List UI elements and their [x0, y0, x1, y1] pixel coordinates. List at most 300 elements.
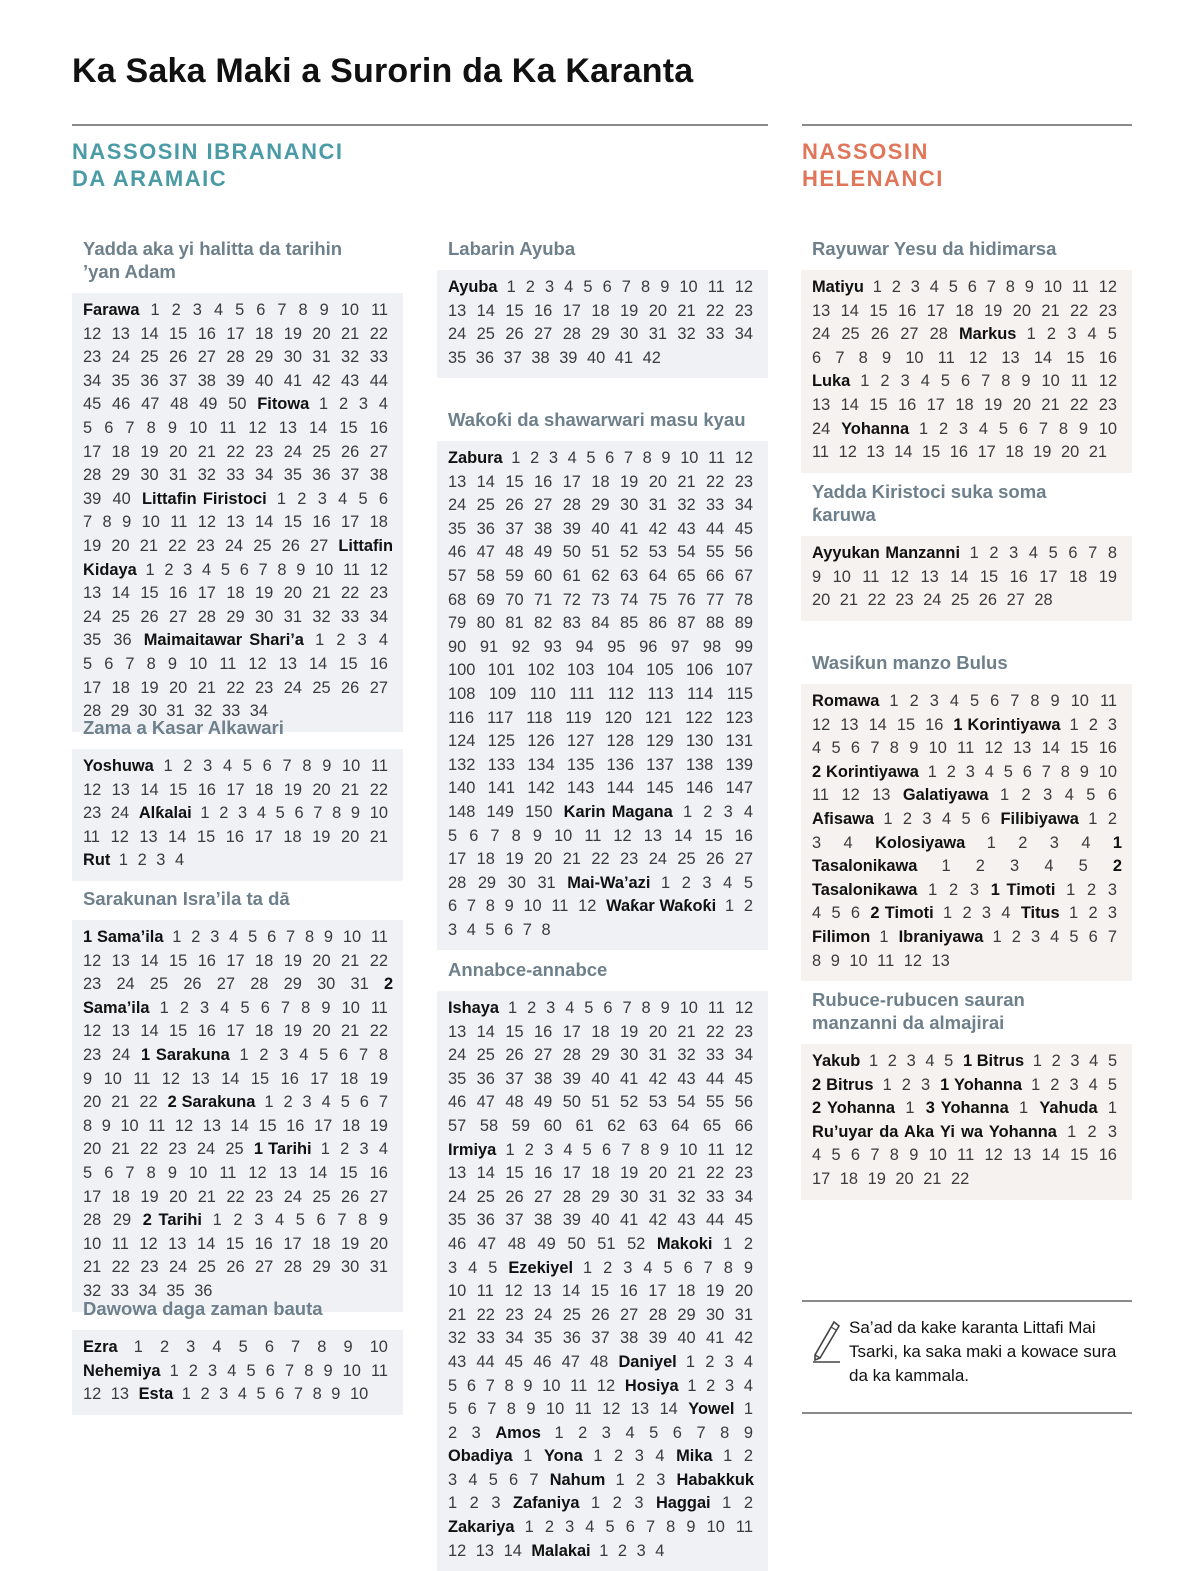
chapter-number[interactable]: 2: [530, 449, 540, 467]
chapter-number[interactable]: 17: [83, 442, 102, 461]
chapter-number[interactable]: 14: [476, 472, 495, 491]
chapter-number[interactable]: 17: [562, 1164, 581, 1183]
chapter-number[interactable]: 47: [476, 543, 495, 562]
chapter-number[interactable]: 6: [256, 301, 266, 319]
chapter-number[interactable]: 31: [537, 873, 556, 892]
chapter-number[interactable]: 3: [317, 489, 327, 508]
chapter-number[interactable]: 30: [620, 1046, 639, 1065]
chapter-number[interactable]: 24: [112, 1045, 131, 1064]
chapter-number[interactable]: 28: [226, 348, 245, 367]
chapter-number[interactable]: 12: [83, 1385, 102, 1404]
chapter-number[interactable]: 39: [648, 1329, 667, 1348]
chapter-number[interactable]: 4: [468, 1470, 478, 1489]
chapter-number[interactable]: 12: [504, 1282, 523, 1301]
chapter-number[interactable]: 6: [603, 999, 613, 1017]
chapter-number[interactable]: 1: [868, 1052, 879, 1070]
chapter-number[interactable]: 10: [189, 1163, 208, 1182]
chapter-number[interactable]: 19: [283, 780, 302, 799]
chapter-number[interactable]: 7: [981, 372, 991, 391]
chapter-number[interactable]: 10: [369, 804, 388, 823]
chapter-number[interactable]: 28: [929, 325, 948, 344]
chapter-number[interactable]: 3: [906, 1052, 916, 1070]
chapter-number[interactable]: 4: [227, 1361, 237, 1380]
chapter-number[interactable]: 12: [139, 1234, 158, 1253]
chapter-number[interactable]: 8: [541, 920, 551, 939]
chapter-number[interactable]: 9: [101, 1116, 111, 1135]
chapter-number[interactable]: 27: [1006, 591, 1025, 610]
chapter-number[interactable]: 51: [591, 1093, 610, 1112]
chapter-number[interactable]: 49: [199, 395, 218, 414]
chapter-number[interactable]: 14: [1033, 348, 1053, 367]
chapter-number[interactable]: 22: [867, 591, 886, 610]
chapter-number[interactable]: 30: [255, 607, 274, 626]
chapter-number[interactable]: 13: [111, 1022, 130, 1041]
chapter-number[interactable]: 16: [925, 715, 944, 734]
chapter-number[interactable]: 7: [284, 1361, 295, 1380]
chapter-number[interactable]: 28: [197, 607, 216, 626]
chapter-number[interactable]: 6: [683, 1258, 693, 1277]
chapter-number[interactable]: 2: [946, 762, 956, 781]
chapter-number[interactable]: 19: [140, 442, 159, 461]
chapter-number[interactable]: 28: [648, 1305, 667, 1324]
chapter-number[interactable]: 63: [639, 1116, 658, 1135]
chapter-number[interactable]: 16: [197, 1022, 216, 1041]
chapter-number[interactable]: 9: [331, 1385, 341, 1404]
chapter-number[interactable]: 17: [1039, 567, 1058, 586]
chapter-number[interactable]: 16: [169, 584, 188, 603]
chapter-number[interactable]: 2: [901, 1075, 911, 1094]
chapter-number[interactable]: 30: [620, 325, 639, 344]
chapter-number[interactable]: 2: [283, 1093, 293, 1112]
chapter-number[interactable]: 17: [926, 395, 945, 414]
chapter-number[interactable]: 19: [140, 1187, 159, 1206]
chapter-number[interactable]: 14: [196, 1234, 216, 1253]
chapter-number[interactable]: 18: [591, 1164, 610, 1183]
chapter-number[interactable]: 117: [487, 708, 514, 727]
chapter-number[interactable]: 127: [566, 732, 595, 751]
chapter-number[interactable]: 24: [111, 348, 130, 367]
chapter-number[interactable]: 46: [448, 543, 467, 562]
chapter-number[interactable]: 1: [661, 873, 671, 892]
chapter-number[interactable]: 34: [734, 325, 753, 344]
chapter-number[interactable]: 15: [250, 1069, 270, 1088]
chapter-number[interactable]: 1: [882, 1075, 892, 1094]
chapter-number[interactable]: 14: [168, 827, 187, 846]
chapter-number[interactable]: 12: [448, 1541, 467, 1560]
chapter-number[interactable]: 29: [110, 702, 130, 721]
chapter-number[interactable]: 4: [1089, 1052, 1099, 1070]
chapter-number[interactable]: 4: [563, 1140, 573, 1159]
chapter-number[interactable]: 6: [1022, 762, 1032, 781]
chapter-number[interactable]: 18: [283, 827, 302, 846]
chapter-number[interactable]: 1: [315, 631, 325, 650]
chapter-number[interactable]: 8: [511, 826, 521, 845]
chapter-number[interactable]: 26: [505, 1046, 524, 1065]
chapter-number[interactable]: 42: [642, 348, 661, 367]
chapter-number[interactable]: 147: [725, 779, 753, 798]
chapter-number[interactable]: 18: [255, 1022, 274, 1041]
chapter-number[interactable]: 2: [1050, 1075, 1060, 1094]
chapter-number[interactable]: 31: [734, 1305, 753, 1324]
chapter-number[interactable]: 18: [111, 442, 130, 461]
chapter-number[interactable]: 1: [163, 757, 173, 775]
chapter-number[interactable]: 14: [140, 1022, 159, 1041]
chapter-number[interactable]: 44: [706, 519, 725, 538]
chapter-number[interactable]: 2: [183, 757, 193, 775]
chapter-number[interactable]: 1: [969, 544, 979, 562]
chapter-number[interactable]: 41: [620, 1069, 639, 1088]
chapter-number[interactable]: 18: [677, 1282, 696, 1301]
chapter-number[interactable]: 12: [903, 951, 922, 970]
chapter-number[interactable]: 86: [648, 614, 667, 633]
chapter-number[interactable]: 100: [448, 661, 476, 680]
chapter-number[interactable]: 1: [554, 1423, 564, 1442]
chapter-number[interactable]: 22: [369, 951, 388, 970]
chapter-number[interactable]: 11: [1099, 692, 1117, 710]
chapter-number[interactable]: 7: [1010, 692, 1020, 710]
chapter-number[interactable]: 20: [734, 1282, 753, 1301]
chapter-number[interactable]: 2: [1051, 1052, 1061, 1070]
chapter-number[interactable]: 4: [466, 920, 476, 939]
chapter-number[interactable]: 20: [895, 1169, 914, 1188]
chapter-number[interactable]: 10: [905, 348, 924, 367]
chapter-number[interactable]: 1: [448, 1494, 458, 1513]
chapter-number[interactable]: 8: [146, 654, 156, 673]
chapter-number[interactable]: 2: [336, 631, 346, 650]
chapter-number[interactable]: 22: [226, 1187, 245, 1206]
chapter-number[interactable]: 67: [734, 566, 753, 585]
chapter-number[interactable]: 40: [591, 1069, 610, 1088]
chapter-number[interactable]: 90: [448, 637, 467, 656]
chapter-number[interactable]: 13: [202, 1116, 221, 1135]
chapter-number[interactable]: 80: [476, 614, 495, 633]
chapter-number[interactable]: 5: [358, 489, 368, 508]
chapter-number[interactable]: 9: [323, 1361, 333, 1380]
chapter-number[interactable]: 13: [226, 513, 245, 532]
chapter-number[interactable]: 22: [1070, 301, 1089, 320]
chapter-number[interactable]: 2: [1087, 880, 1097, 899]
chapter-number[interactable]: 110: [529, 684, 556, 703]
chapter-number[interactable]: 20: [111, 536, 130, 555]
chapter-number[interactable]: 32: [197, 466, 216, 485]
chapter-number[interactable]: 29: [591, 1187, 610, 1206]
chapter-number[interactable]: 4: [949, 692, 959, 710]
chapter-number[interactable]: 13: [110, 1385, 130, 1404]
chapter-number[interactable]: 11: [111, 1234, 129, 1253]
chapter-number[interactable]: 27: [169, 607, 188, 626]
chapter-number[interactable]: 16: [898, 395, 917, 414]
chapter-number[interactable]: 3: [544, 278, 555, 296]
chapter-number[interactable]: 8: [723, 1258, 733, 1277]
chapter-number[interactable]: 15: [169, 951, 188, 970]
chapter-number[interactable]: 5: [1107, 1075, 1117, 1094]
chapter-number[interactable]: 26: [341, 1187, 360, 1206]
chapter-number[interactable]: 24: [83, 607, 102, 626]
chapter-number[interactable]: 1: [1031, 1075, 1041, 1094]
chapter-number[interactable]: 1: [276, 489, 287, 508]
chapter-number[interactable]: 9: [686, 1518, 696, 1537]
chapter-number[interactable]: 9: [909, 1146, 919, 1165]
chapter-number[interactable]: 5: [83, 418, 93, 437]
chapter-number[interactable]: 26: [706, 850, 725, 869]
chapter-number[interactable]: 1: [1026, 325, 1036, 344]
chapter-number[interactable]: 8: [312, 1385, 322, 1404]
chapter-number[interactable]: 2: [171, 301, 181, 319]
chapter-number[interactable]: 3: [544, 1140, 554, 1159]
chapter-number[interactable]: 20: [312, 780, 331, 799]
chapter-number[interactable]: 40: [591, 1211, 610, 1230]
chapter-number[interactable]: 26: [341, 678, 360, 697]
chapter-number[interactable]: 16: [254, 1234, 273, 1253]
chapter-number[interactable]: 32: [194, 702, 213, 721]
chapter-number[interactable]: 37: [169, 371, 188, 390]
chapter-number[interactable]: 34: [734, 496, 753, 515]
chapter-number[interactable]: 13: [630, 1400, 650, 1419]
chapter-number[interactable]: 10: [83, 1234, 102, 1253]
chapter-number[interactable]: 30: [138, 702, 157, 721]
chapter-number[interactable]: 16: [1098, 739, 1117, 758]
chapter-number[interactable]: 4: [1064, 786, 1074, 805]
chapter-number[interactable]: 9: [167, 1163, 177, 1182]
chapter-number[interactable]: 3: [359, 1140, 369, 1159]
chapter-number[interactable]: 11: [371, 301, 389, 319]
chapter-number[interactable]: 33: [706, 325, 725, 344]
chapter-number[interactable]: 123: [725, 708, 753, 727]
chapter-number[interactable]: 12: [812, 715, 831, 734]
chapter-number[interactable]: 38: [531, 348, 550, 367]
chapter-number[interactable]: 3: [623, 1258, 633, 1277]
chapter-number[interactable]: 33: [110, 1281, 130, 1300]
chapter-number[interactable]: 2: [525, 278, 535, 296]
chapter-number[interactable]: 7: [83, 513, 93, 532]
chapter-number[interactable]: 23: [83, 1045, 102, 1064]
chapter-number[interactable]: 11: [1070, 372, 1088, 391]
chapter-number[interactable]: 130: [685, 732, 714, 751]
chapter-number[interactable]: 5: [663, 1258, 673, 1277]
chapter-number[interactable]: 37: [341, 466, 360, 485]
chapter-number[interactable]: 8: [640, 1140, 650, 1159]
chapter-number[interactable]: 146: [685, 779, 714, 798]
chapter-number[interactable]: 8: [641, 999, 651, 1017]
chapter-number[interactable]: 12: [602, 1400, 621, 1419]
chapter-number[interactable]: 15: [704, 826, 723, 845]
chapter-number[interactable]: 39: [83, 489, 102, 508]
chapter-number[interactable]: 6: [260, 998, 270, 1017]
chapter-number[interactable]: 11: [937, 348, 955, 367]
chapter-number[interactable]: 72: [562, 590, 581, 609]
chapter-number[interactable]: 30: [620, 496, 639, 515]
chapter-number[interactable]: 14: [309, 1163, 328, 1182]
chapter-number[interactable]: 25: [253, 536, 272, 555]
chapter-number[interactable]: 9: [1050, 692, 1060, 710]
chapter-number[interactable]: 1: [615, 1470, 625, 1489]
chapter-number[interactable]: 2: [614, 1447, 624, 1466]
chapter-number[interactable]: 20: [340, 827, 360, 846]
chapter-number[interactable]: 132: [448, 755, 476, 774]
chapter-number[interactable]: 36: [312, 466, 331, 485]
chapter-number[interactable]: 3: [702, 873, 712, 892]
chapter-number[interactable]: 5: [83, 1163, 93, 1182]
chapter-number[interactable]: 7: [1107, 927, 1117, 946]
chapter-number[interactable]: 44: [706, 1211, 725, 1230]
chapter-number[interactable]: 19: [620, 1164, 639, 1183]
chapter-number[interactable]: 17: [83, 1187, 102, 1206]
chapter-number[interactable]: 12: [734, 449, 753, 467]
chapter-number[interactable]: 5: [1086, 786, 1096, 805]
chapter-number[interactable]: 35: [448, 1211, 467, 1230]
chapter-number[interactable]: 1: [682, 802, 693, 821]
chapter-number[interactable]: 11: [476, 1282, 494, 1301]
chapter-number[interactable]: 24: [283, 678, 302, 697]
chapter-number[interactable]: 2: [603, 1258, 613, 1277]
chapter-number[interactable]: 19: [283, 1022, 302, 1041]
chapter-number[interactable]: 88: [706, 614, 725, 633]
chapter-number[interactable]: 10: [679, 278, 698, 296]
chapter-number[interactable]: 25: [312, 678, 331, 697]
chapter-number[interactable]: 17: [562, 1022, 581, 1041]
chapter-number[interactable]: 47: [561, 1352, 580, 1371]
chapter-number[interactable]: 5: [1069, 927, 1079, 946]
chapter-number[interactable]: 13: [111, 951, 130, 970]
chapter-number[interactable]: 2: [297, 489, 307, 508]
chapter-number[interactable]: 8: [812, 951, 822, 970]
chapter-number[interactable]: 7: [1088, 544, 1098, 562]
chapter-number[interactable]: 8: [1058, 419, 1068, 438]
chapter-number[interactable]: 8: [506, 1400, 516, 1419]
chapter-number[interactable]: 2: [1046, 325, 1057, 344]
chapter-number[interactable]: 5: [1003, 762, 1013, 781]
chapter-number[interactable]: 18: [1069, 567, 1088, 586]
chapter-number[interactable]: 13: [931, 951, 950, 970]
chapter-number[interactable]: 42: [648, 1211, 667, 1230]
chapter-number[interactable]: 4: [941, 809, 952, 828]
chapter-number[interactable]: 3: [969, 880, 979, 899]
chapter-number[interactable]: 15: [505, 1164, 524, 1183]
chapter-number[interactable]: 15: [169, 324, 188, 343]
chapter-number[interactable]: 6: [359, 1093, 369, 1112]
chapter-number[interactable]: 102: [527, 661, 555, 680]
chapter-number[interactable]: 29: [283, 975, 302, 994]
chapter-number[interactable]: 22: [1070, 395, 1089, 414]
chapter-number[interactable]: 8: [1060, 762, 1070, 781]
chapter-number[interactable]: 40: [112, 489, 131, 508]
chapter-number[interactable]: 40: [591, 519, 610, 538]
chapter-number[interactable]: 21: [341, 780, 360, 799]
chapter-number[interactable]: 27: [534, 325, 553, 344]
chapter-number[interactable]: 56: [734, 1093, 753, 1112]
chapter-number[interactable]: 4: [567, 449, 577, 467]
chapter-number[interactable]: 118: [526, 708, 553, 727]
chapter-number[interactable]: 7: [487, 1400, 497, 1419]
chapter-number[interactable]: 22: [139, 1093, 158, 1112]
chapter-number[interactable]: 1: [506, 278, 516, 296]
chapter-number[interactable]: 23: [196, 536, 215, 555]
chapter-number[interactable]: 16: [197, 951, 216, 970]
chapter-number[interactable]: 126: [527, 732, 555, 751]
chapter-number[interactable]: 2: [219, 804, 229, 823]
chapter-number[interactable]: 8: [317, 1338, 327, 1356]
chapter-number[interactable]: 20: [312, 324, 331, 343]
chapter-number[interactable]: 26: [226, 1258, 245, 1277]
chapter-number[interactable]: 7: [986, 278, 996, 296]
chapter-number[interactable]: 9: [812, 567, 822, 586]
chapter-number[interactable]: 4: [222, 757, 233, 775]
chapter-number[interactable]: 6: [378, 489, 388, 508]
chapter-number[interactable]: 17: [83, 678, 102, 697]
chapter-number[interactable]: 2: [880, 372, 890, 391]
chapter-number[interactable]: 38: [534, 1069, 553, 1088]
chapter-number[interactable]: 11: [551, 897, 569, 916]
chapter-number[interactable]: 3: [1107, 1122, 1117, 1141]
chapter-number[interactable]: 12: [161, 1069, 181, 1088]
chapter-number[interactable]: 51: [597, 1234, 616, 1253]
chapter-number[interactable]: 2: [989, 544, 999, 562]
chapter-number[interactable]: 113: [647, 684, 674, 703]
chapter-number[interactable]: 4: [256, 804, 266, 823]
chapter-number[interactable]: 3: [302, 1093, 312, 1112]
chapter-number[interactable]: 34: [505, 1329, 524, 1348]
chapter-number[interactable]: 9: [660, 999, 670, 1017]
chapter-number[interactable]: 11: [570, 1376, 588, 1395]
chapter-number[interactable]: 12: [984, 739, 1003, 758]
chapter-number[interactable]: 3: [279, 1045, 289, 1064]
chapter-number[interactable]: 10: [341, 998, 360, 1017]
chapter-number[interactable]: 35: [166, 1281, 185, 1300]
chapter-number[interactable]: 14: [659, 1400, 678, 1419]
chapter-number[interactable]: 22: [706, 1164, 725, 1183]
chapter-number[interactable]: 11: [735, 1518, 753, 1537]
chapter-number[interactable]: 7: [622, 999, 632, 1017]
chapter-number[interactable]: 14: [561, 1282, 581, 1301]
chapter-number[interactable]: 11: [371, 757, 389, 775]
chapter-number[interactable]: 47: [476, 1093, 495, 1112]
chapter-number[interactable]: 23: [168, 1140, 187, 1159]
chapter-number[interactable]: 5: [340, 1093, 350, 1112]
chapter-number[interactable]: 14: [309, 418, 328, 437]
chapter-number[interactable]: 2: [962, 904, 972, 923]
chapter-number[interactable]: 32: [677, 1187, 696, 1206]
chapter-number[interactable]: 11: [343, 560, 361, 579]
chapter-number[interactable]: 20: [169, 442, 188, 461]
chapter-number[interactable]: 33: [369, 348, 388, 367]
chapter-number[interactable]: 60: [534, 566, 553, 585]
chapter-number[interactable]: 11: [584, 826, 602, 845]
chapter-number[interactable]: 3: [965, 762, 975, 781]
chapter-number[interactable]: 2: [705, 1352, 715, 1371]
chapter-number[interactable]: 7: [358, 1045, 369, 1064]
chapter-number[interactable]: 71: [534, 590, 553, 609]
chapter-number[interactable]: 12: [838, 443, 857, 462]
chapter-number[interactable]: 15: [196, 827, 216, 846]
chapter-number[interactable]: 10: [369, 1338, 388, 1356]
chapter-number[interactable]: 1: [879, 927, 889, 946]
chapter-number[interactable]: 16: [1009, 567, 1028, 586]
chapter-number[interactable]: 1: [999, 786, 1010, 805]
chapter-number[interactable]: 16: [534, 301, 553, 320]
chapter-number[interactable]: 9: [881, 348, 892, 367]
chapter-number[interactable]: 1: [724, 897, 735, 916]
chapter-number[interactable]: 31: [369, 1258, 388, 1277]
chapter-number[interactable]: 28: [562, 1187, 581, 1206]
chapter-number[interactable]: 8: [301, 998, 311, 1017]
chapter-number[interactable]: 32: [341, 348, 360, 367]
chapter-number[interactable]: 1: [599, 1541, 609, 1560]
chapter-number[interactable]: 3: [724, 1352, 734, 1371]
chapter-number[interactable]: 64: [671, 1116, 690, 1135]
chapter-number[interactable]: 2: [1088, 904, 1098, 923]
chapter-number[interactable]: 32: [677, 496, 696, 515]
chapter-number[interactable]: 4: [237, 1385, 247, 1404]
